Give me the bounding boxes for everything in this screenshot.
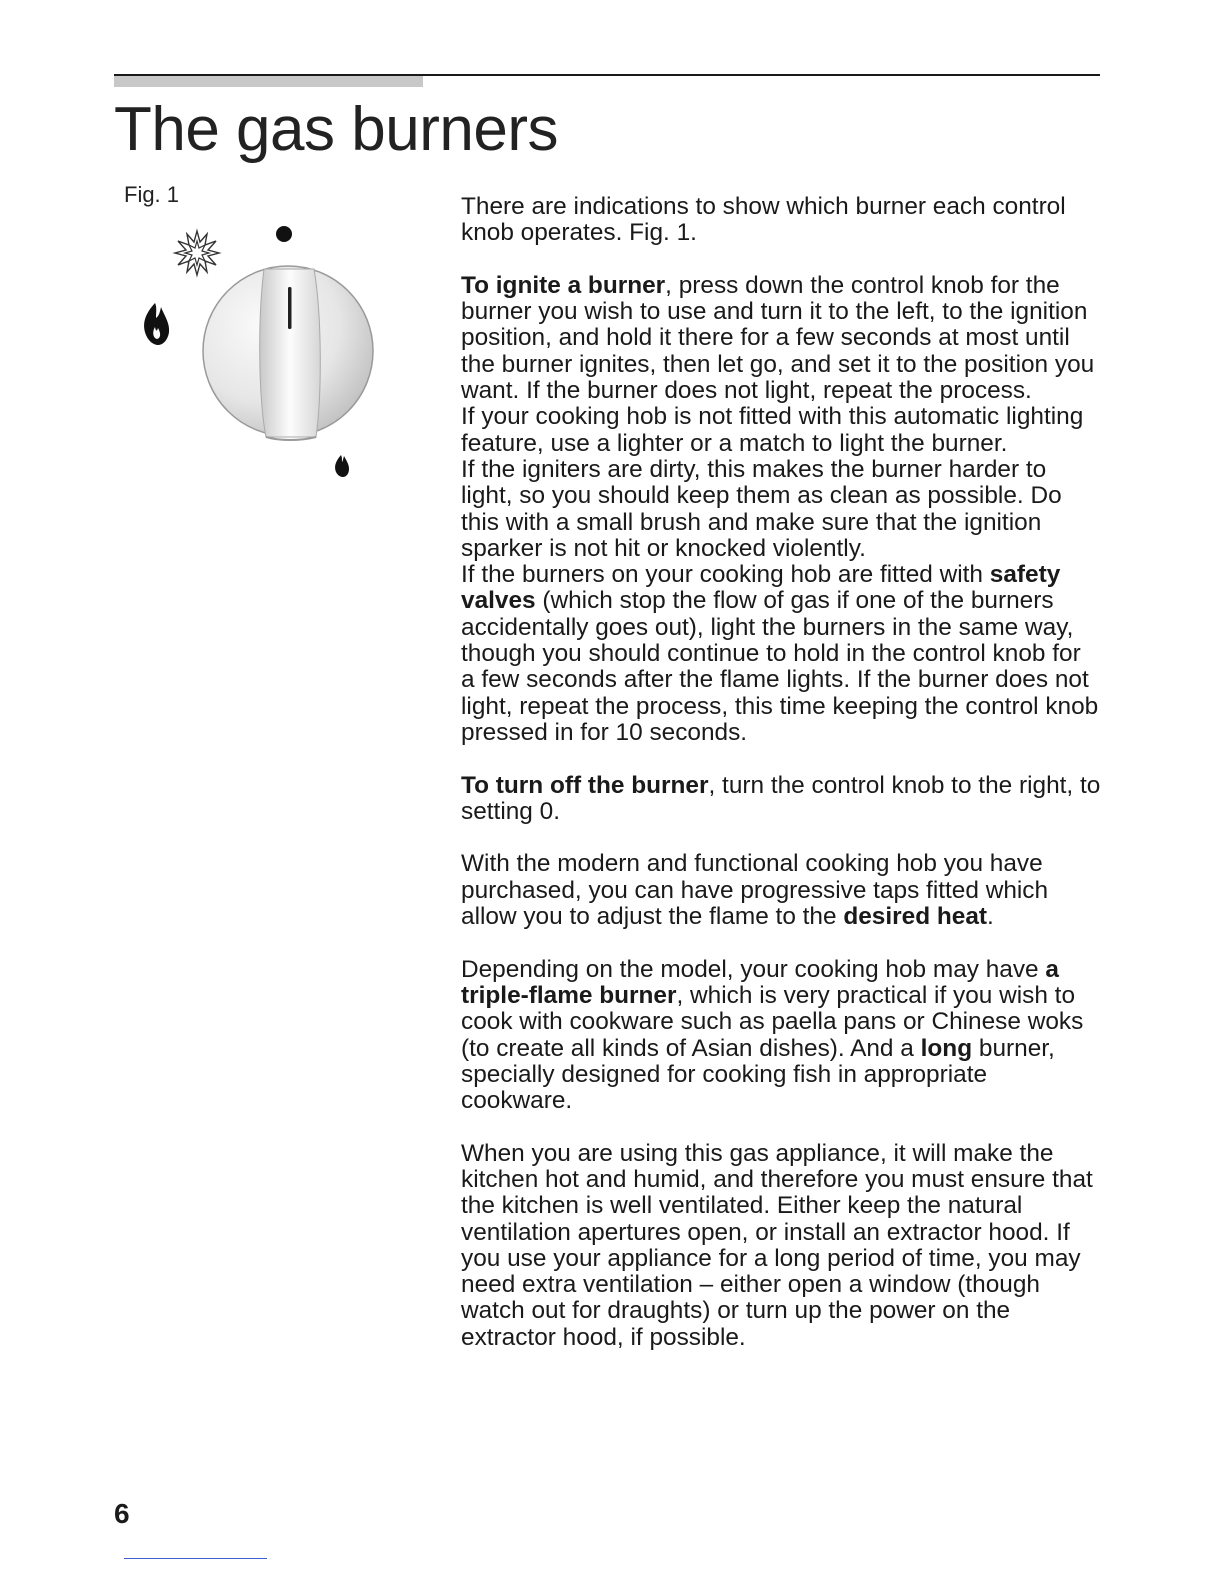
body-text [461, 194, 1101, 1351]
safety-valves-term: safety valves [461, 561, 1061, 615]
ignition-spark-icon [175, 231, 219, 275]
off-dot-icon [276, 226, 292, 242]
control-knob-figure [130, 215, 390, 490]
desired-heat-term: desired heat [843, 903, 988, 931]
small-flame-icon [335, 455, 349, 477]
header-accent-bar [114, 76, 423, 87]
paragraph-progressive-taps: With the modern and functional cooking hob you have purchased, you can have progressive taps fitted which allow you to adjust the flame to the desired heat. [461, 850, 1049, 931]
turn-off-heading: To turn off the burner [461, 771, 709, 799]
page-title: The gas burners [114, 95, 558, 164]
control-knob [203, 266, 373, 440]
footer-rule [124, 1558, 267, 1559]
long-burner-term: long [920, 1034, 973, 1062]
paragraph-safety-valves: If the burners on your cooking hob are fitted with safety valves (which stop the flow of gas if one of the burners accidentally goes out), light the burners in the same way, though you should continue to hold in the control knob for a few seconds after the flame lights. If the burner does not light, repeat the process, this time keeping the control knob pressed in for 10 seconds. [461, 561, 1099, 746]
page-number: 6 [114, 1498, 130, 1529]
paragraph-ventilation: When you are using this gas appliance, it will make the kitchen hot and humid, and therefore you must ensure that the kitchen is well ventilated. Either keep the natural ventilation apertures open, or install an extractor hood. If you use your appliance for a long period of time, you may need extra ventilation – either open a window (though watch out for draughts) or turn up the power on the extractor hood, if possible. [461, 1139, 1093, 1351]
paragraph-turn-off: To turn off the burner, turn the control knob to the right, to setting 0. [461, 771, 1101, 825]
ignite-heading: To ignite a burner [461, 271, 666, 299]
figure-label: Fig. 1 [124, 182, 180, 207]
ignite-text: , press down the control knob for the burner you wish to use and turn it to the left, to the ignition position, and hold it there for a few seconds at most until the burner ignites, then let go, and set it to the position you want. If the burner does not light, repeat the process. [461, 271, 1095, 405]
paragraph-indications: There are indications to show which burner each control knob operates. Fig. 1. [461, 193, 1066, 247]
paragraph-burner-types: Depending on the model, your cooking hob may have a triple-flame burner, which is very practical if you wish to cook with cookware such as paella pans or Chinese woks (to create all kinds of Asian dishes). And a long burner, specially designed for cooking fish in appropriate cookware. [461, 955, 1084, 1115]
paragraph-ignite [461, 273, 1101, 404]
paragraph-igniters: If the igniters are dirty, this makes the burner harder to light, so you should keep them as clean as possible. Do this with a small brush and make sure that the ignition sparker is not hit or knocked violently. [461, 455, 1062, 562]
triple-flame-term: a triple-flame burner [461, 955, 1059, 1009]
paragraph-automatic-lighting: If your cooking hob is not fitted with this automatic lighting feature, use a lighter or a match to light the burner. [461, 403, 1084, 457]
